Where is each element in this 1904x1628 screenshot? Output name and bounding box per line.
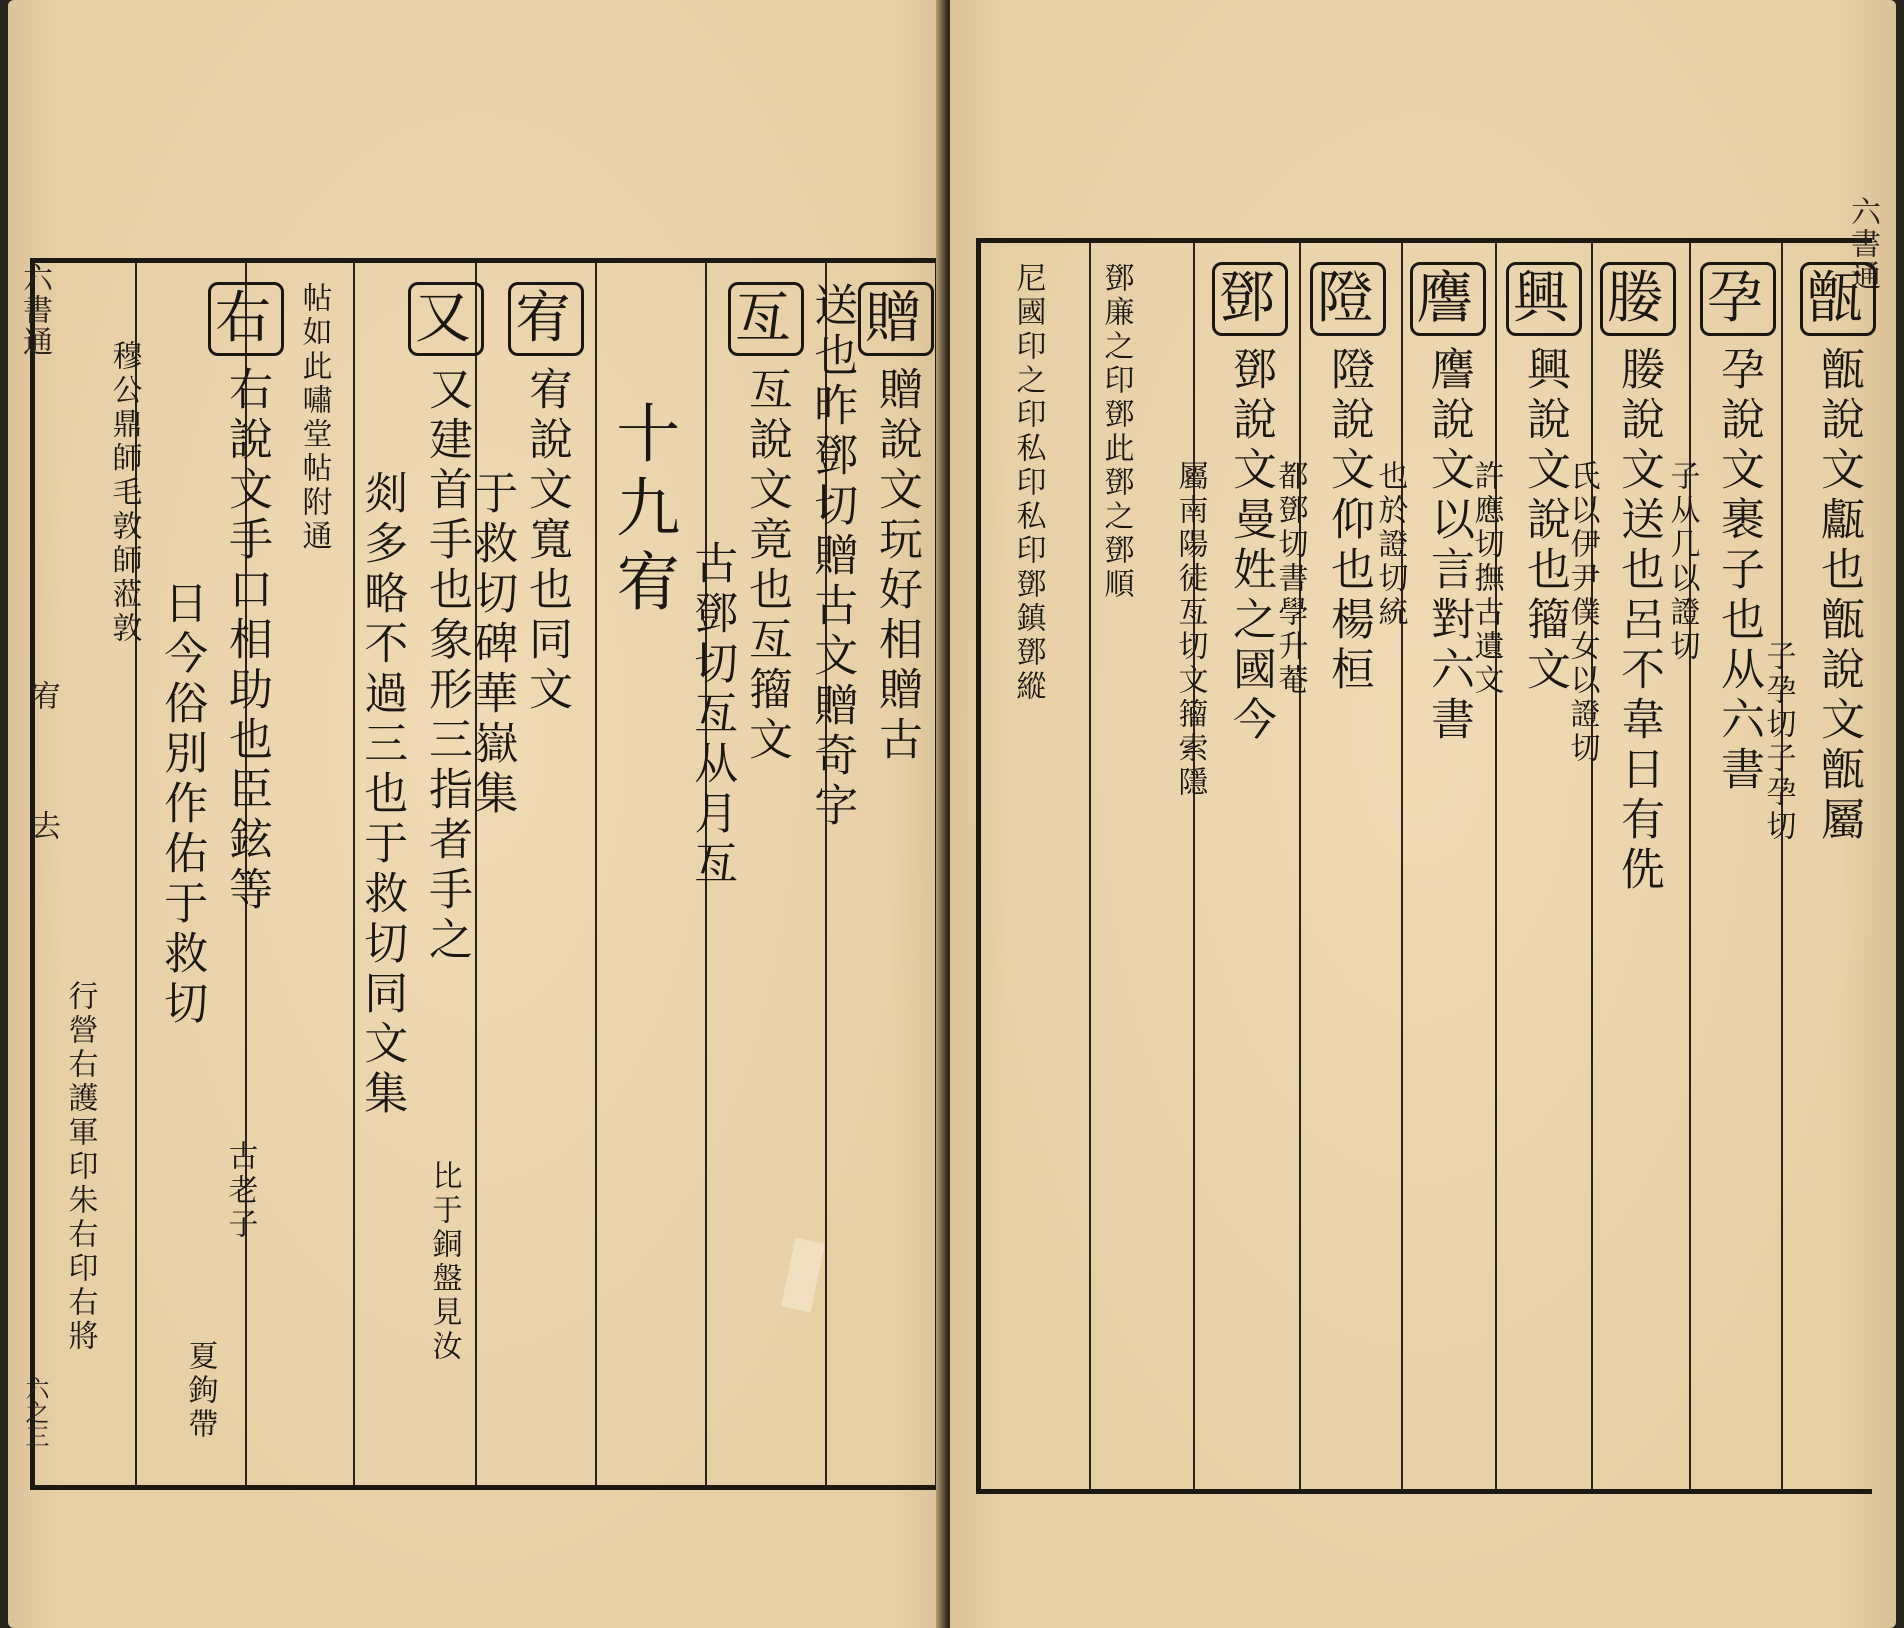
entry-column: 穆公鼎師毛敦師蒞敦 bbox=[106, 340, 142, 646]
right-page bbox=[950, 0, 1896, 1628]
head-character: 贈 bbox=[858, 282, 934, 356]
entry-column: 子孕切子孕切 bbox=[1760, 640, 1796, 844]
entry-column: 帖如此嘯堂帖附通 bbox=[296, 282, 332, 554]
lower-note: 夏鉤帶 bbox=[182, 1340, 218, 1442]
head-character: 右 bbox=[208, 282, 284, 356]
rhyme-heading: 十九宥 bbox=[605, 400, 680, 622]
column-rule bbox=[1781, 243, 1783, 1489]
column-rule bbox=[1193, 243, 1195, 1489]
column-rule bbox=[1089, 243, 1091, 1489]
entry-column: 屬南陽徒亙切文籀索隱 bbox=[1172, 460, 1208, 800]
entry-column: 于救切碑華嶽集 bbox=[466, 470, 518, 820]
column-rule bbox=[1495, 243, 1497, 1489]
head-character: 亙 bbox=[728, 282, 804, 356]
entry-column: 贈贈說文玩好相贈古 bbox=[858, 282, 934, 766]
entry-column: 隥隥說文仰也楊桓 bbox=[1310, 262, 1386, 696]
column-rule bbox=[353, 263, 355, 1485]
left-runner-section: 宥 bbox=[25, 680, 60, 712]
column-rule bbox=[1591, 243, 1593, 1489]
seal-column: 尼國印之印私印私印鄧鎮鄧縱 bbox=[1010, 262, 1046, 704]
entry-column: 剡多略不過三也于救切同文集 bbox=[356, 470, 408, 1120]
head-character: 又 bbox=[408, 282, 484, 356]
column-rule bbox=[595, 263, 597, 1485]
entry-column: 都鄧切書學升菴 bbox=[1272, 460, 1308, 698]
lower-note: 古老子 bbox=[222, 1140, 258, 1242]
entry-column: 古鄧切亙从月亙 bbox=[686, 540, 738, 890]
entry-column: 鄧鄧說文曼姓之國今 bbox=[1212, 262, 1288, 746]
entry-column: 興興說文說也籀文 bbox=[1506, 262, 1582, 696]
head-character: 孕 bbox=[1700, 262, 1776, 336]
seal-column: 鄧廉之印鄧此鄧之鄧順 bbox=[1098, 262, 1134, 602]
entry-column: 孕孕說文裹子也从六書 bbox=[1700, 262, 1776, 796]
entry-column: 甑甑說文甗也甑說文甑屬 bbox=[1800, 262, 1876, 846]
left-runner: 六書通 bbox=[17, 262, 52, 358]
head-character: 譍 bbox=[1410, 262, 1486, 336]
entry-column: 譍譍說文以言對六書 bbox=[1410, 262, 1486, 746]
entry-column: 送也昨鄧切贈古文贈奇字 bbox=[806, 282, 858, 832]
entry-column: 也於證切統 bbox=[1372, 460, 1408, 630]
entry-column: 行營右護軍印朱右印右將 bbox=[62, 980, 98, 1354]
entry-column: 右右說文手口相助也臣鉉等 bbox=[208, 282, 284, 916]
lower-note: 比于銅盤見汝 bbox=[426, 1160, 462, 1364]
column-rule bbox=[1689, 243, 1691, 1489]
entry-column: 媵媵說文送也呂不韋日有侁 bbox=[1600, 262, 1676, 896]
head-character: 鄧 bbox=[1212, 262, 1288, 336]
left-runner-tone: 去 bbox=[25, 810, 60, 842]
head-character: 宥 bbox=[508, 282, 584, 356]
entry-column: 氏以伊尹僕女以證切 bbox=[1564, 460, 1600, 766]
head-character: 甑 bbox=[1800, 262, 1876, 336]
entry-column: 許應切撫古遺文 bbox=[1468, 460, 1504, 698]
entry-column: 日今俗別作佑于救切 bbox=[156, 580, 208, 1030]
left-page bbox=[8, 0, 946, 1628]
head-character: 隥 bbox=[1310, 262, 1386, 336]
right-runner: 六書通 bbox=[1845, 196, 1880, 292]
left-page-number: 六之三 bbox=[21, 1376, 49, 1448]
column-rule bbox=[1401, 243, 1403, 1489]
entry-column: 又又建首手也象形三指者手之 bbox=[408, 282, 484, 966]
entry-column: 宥宥說文寬也同文 bbox=[508, 282, 584, 716]
head-character: 媵 bbox=[1600, 262, 1676, 336]
entry-column: 亙亙說文竟也亙籀文 bbox=[728, 282, 804, 766]
column-rule bbox=[1299, 243, 1301, 1489]
head-character: 興 bbox=[1506, 262, 1582, 336]
entry-column: 子从几以證切 bbox=[1664, 460, 1700, 664]
